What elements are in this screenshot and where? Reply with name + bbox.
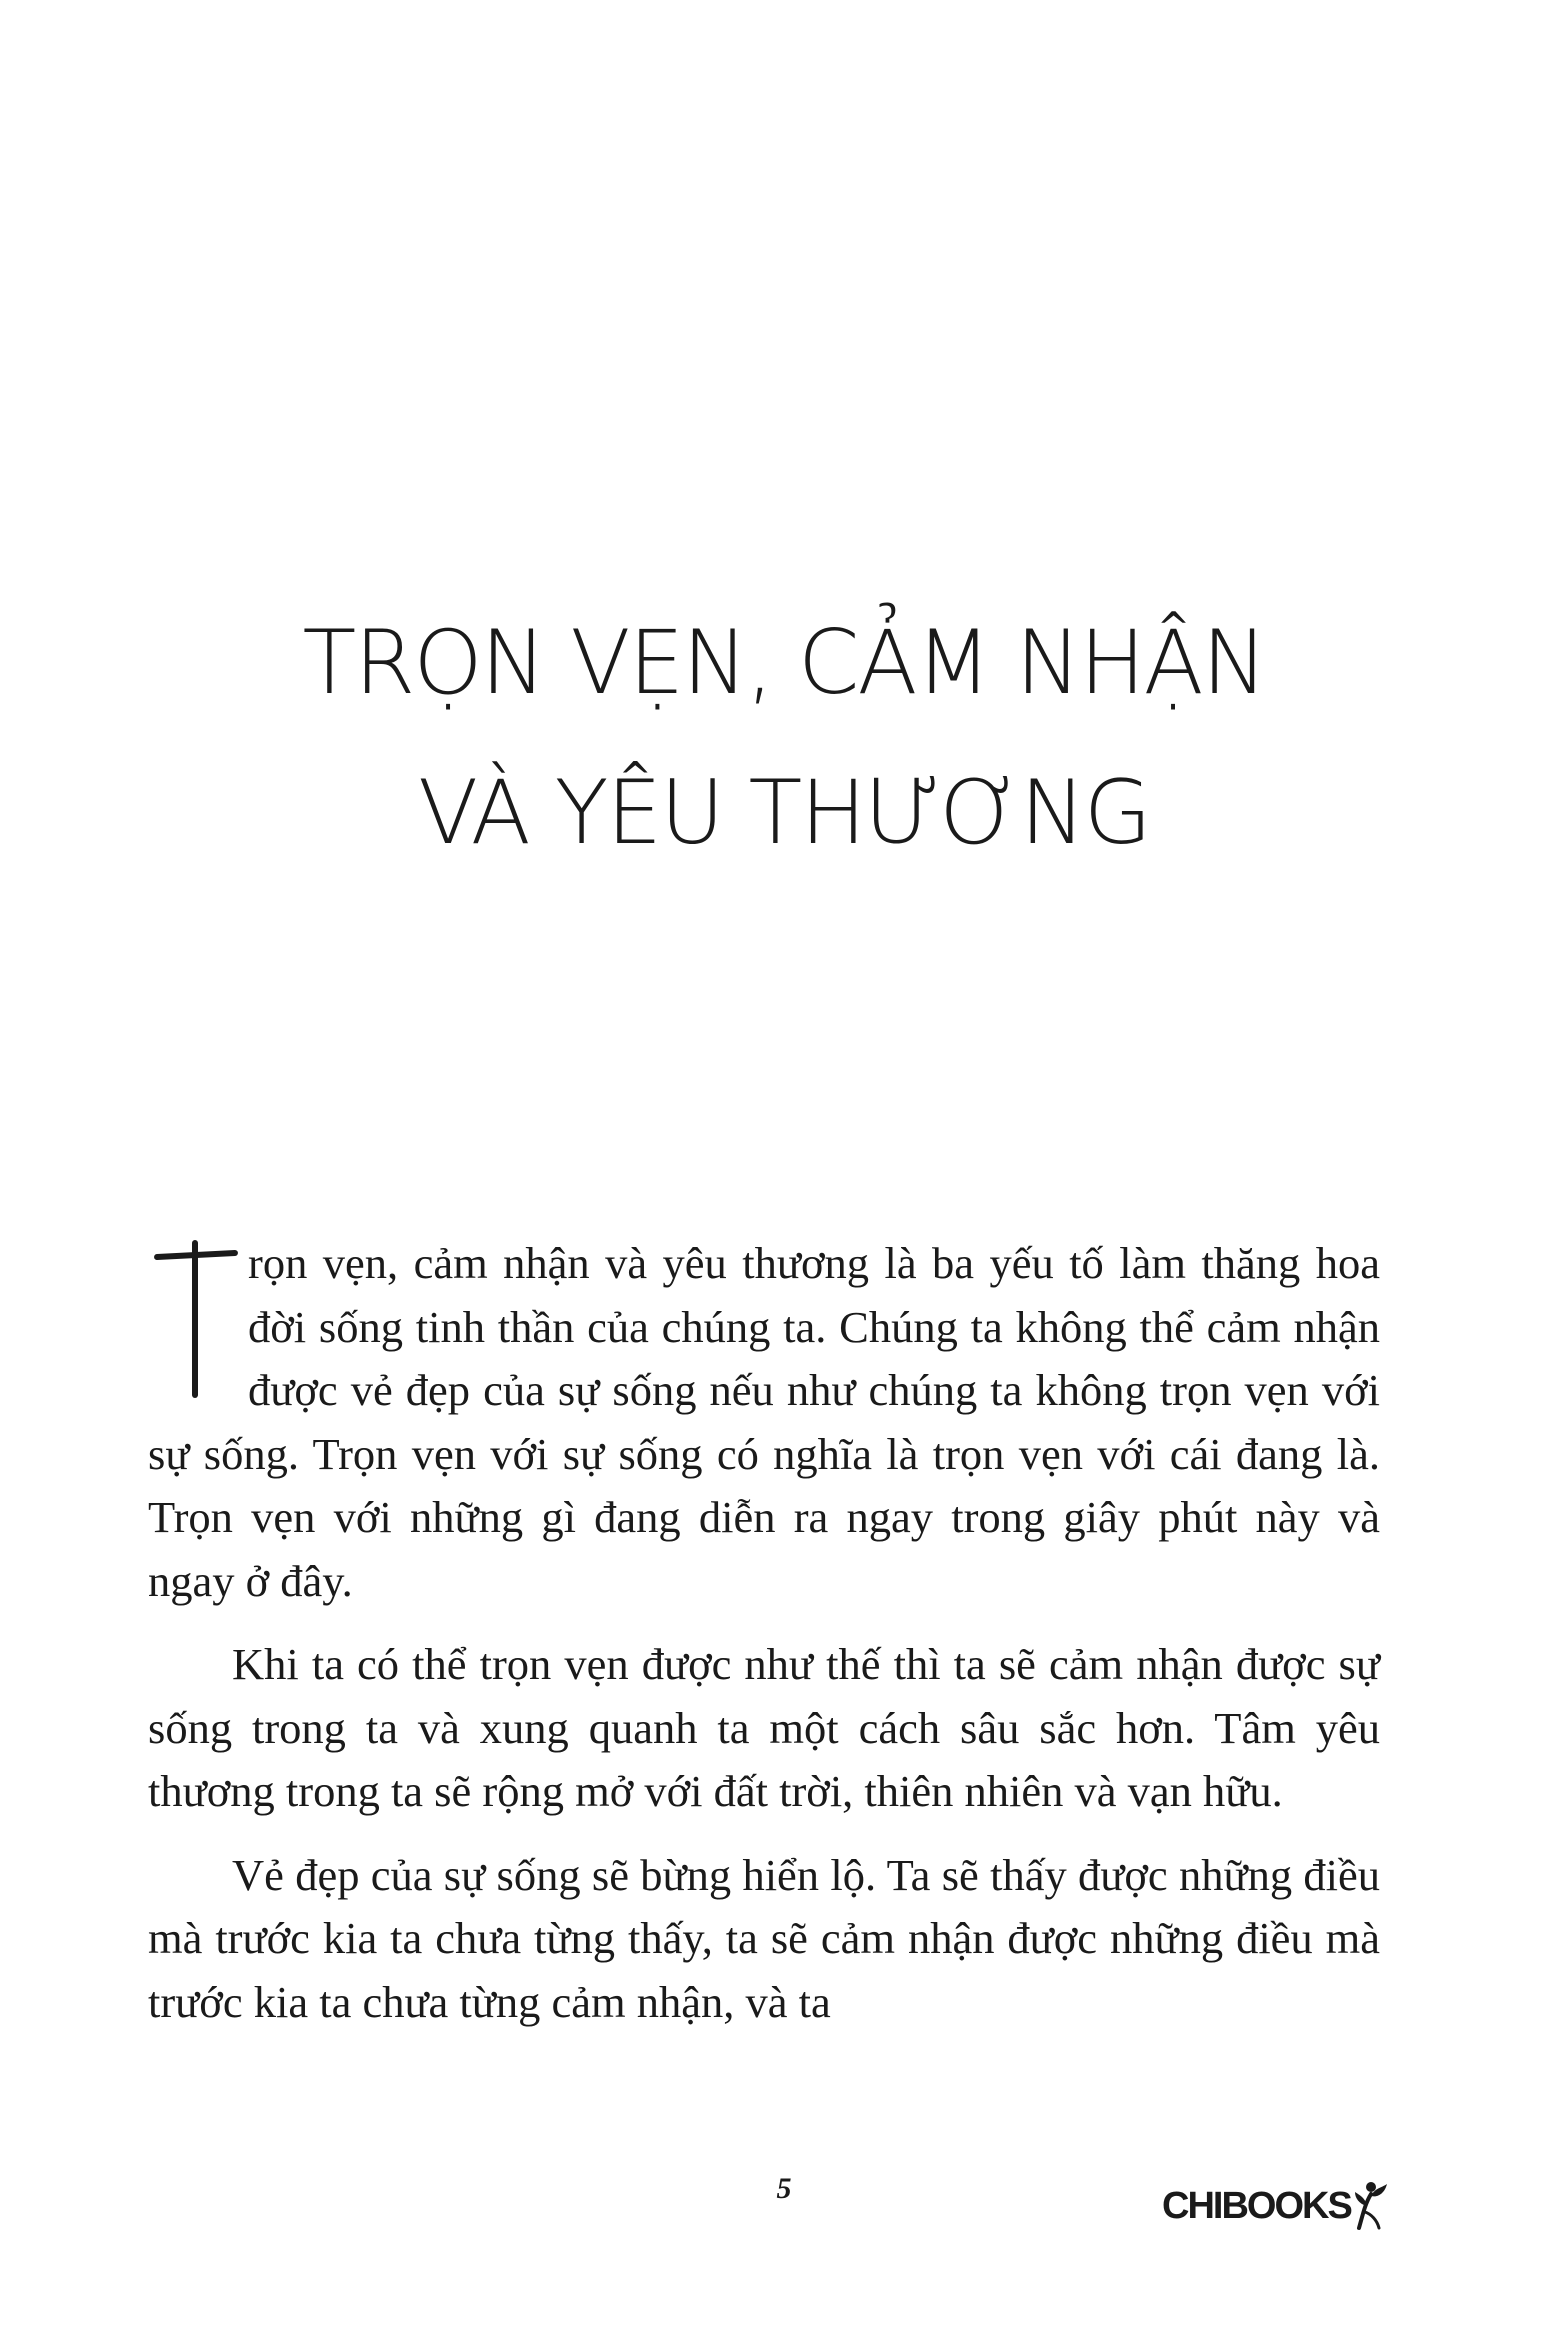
drop-cap xyxy=(148,1232,240,1422)
page-number: 5 xyxy=(776,2172,792,2205)
paragraph-3: Vẻ đẹp của sự sống sẽ bừng hiển lộ. Ta sẽ thấy được những điều mà trước kia ta chưa từng thấy, ta sẽ cảm nhận được những điều mà trước kia ta chưa từng cảm nhận, và ta xyxy=(148,1849,1380,2027)
drop-cap-stem xyxy=(192,1240,198,1398)
chapter-title-line-1: TRỌN VẸN, CẢM NHẬN xyxy=(302,611,1266,714)
paragraph-2: Khi ta có thể trọn vẹn được như thế thì ta sẽ cảm nhận được sự sống trong ta và xung quanh ta một cách sâu sắc hơn. Tâm yêu thương trong ta sẽ rộng mở với đất trời, thiên nhiên và vạn hữu. xyxy=(148,1639,1380,1816)
publisher-logo xyxy=(1162,2176,1392,2236)
drop-cap-letter xyxy=(148,1232,149,1233)
chapter-title-line-2: VÀ YÊU THƯƠNG xyxy=(418,761,1150,864)
publisher-logo-text: CHIBOOKS xyxy=(1162,2184,1351,2227)
body-text xyxy=(148,1232,1380,2034)
paragraph-1-text: rọn vẹn, cảm nhận và yêu thương là ba yếu tố làm thăng hoa đời sống tinh thần của chúng ta. Chúng ta không thể cảm nhận được vẻ đẹp của sự sống nếu như chúng ta không trọn vẹn với sự sống. Trọn vẹn với sự sống có nghĩa là trọn vẹn với cái đang là. Trọn vẹn với những gì đang diễn ra ngay trong giây phút này và ngay ở đây. xyxy=(148,1238,1380,1606)
chapter-title xyxy=(0,588,1568,888)
paragraph-1 xyxy=(148,1232,1380,1613)
leaf-sprout-icon xyxy=(1353,2180,1389,2232)
